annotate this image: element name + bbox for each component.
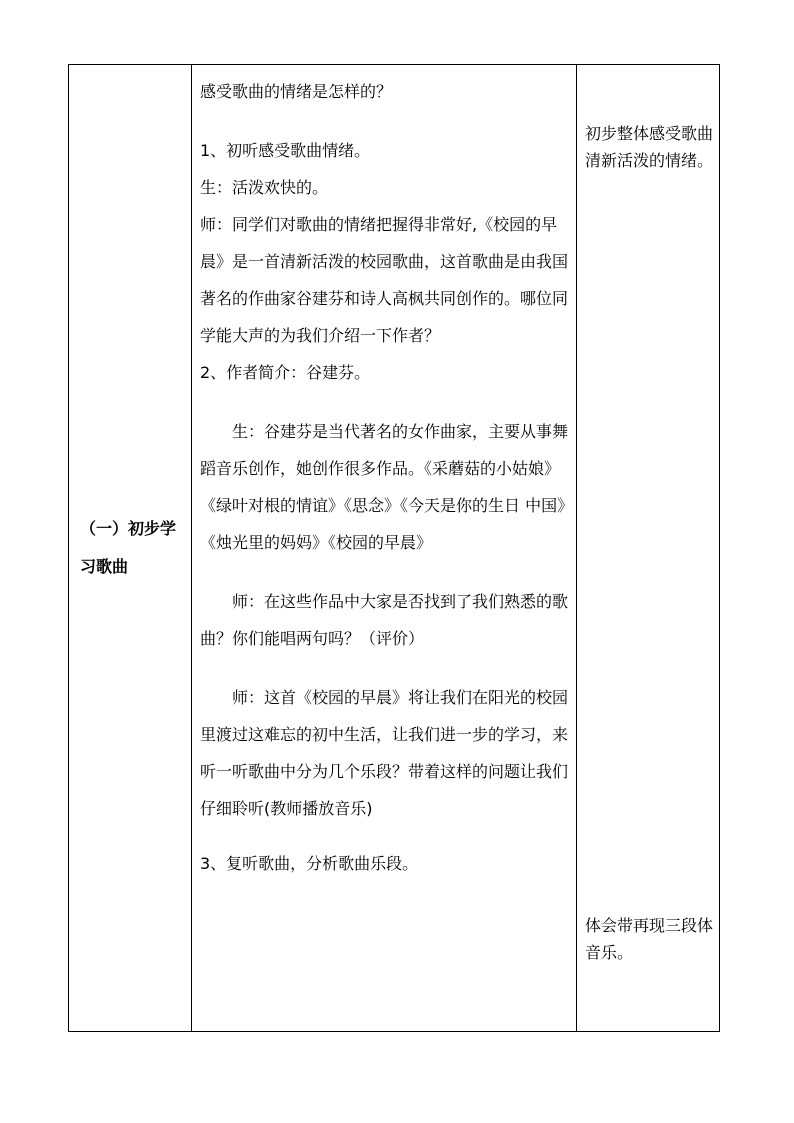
- content-step-3: 3、复听歌曲，分析歌曲乐段。: [200, 854, 419, 873]
- content-teacher-remark-3: 师：这首《校园的早晨》将让我们在阳光的校园里渡过这难忘的初中生活，让我们进一步的学习，来听一听歌曲中分为几个乐段？带着这样的问题让我们仔细聆听(教师播放音乐): [200, 688, 569, 818]
- lesson-plan-table: [68, 64, 720, 1032]
- purpose-item-2: 体会带再现三段体音乐。: [585, 916, 714, 962]
- table-row: [69, 65, 720, 1032]
- content-step-2: 2、作者简介：谷建芬。: [200, 363, 371, 382]
- content-student-answer-1: 生：活泼欢快的。: [200, 178, 329, 197]
- content-teacher-remark-2: 师：在这些作品中大家是否找到了我们熟悉的歌曲？你们能唱两句吗？（评价）: [200, 592, 569, 648]
- purpose-cell: [577, 65, 720, 1032]
- section-label: （一）初步学习歌曲: [80, 519, 177, 576]
- content-teacher-remark-1: 师：同学们对歌曲的情绪把握得非常好,《校园的早晨》是一首清新活泼的校园歌曲，这首歌曲是由我国著名的作曲家谷建芬和诗人高枫共同创作的。哪位同学能大声的为我们介绍一下作者？: [200, 215, 569, 345]
- content-cell: [192, 65, 577, 1032]
- content-step-1: 1、初听感受歌曲情绪。: [200, 141, 371, 160]
- content-student-answer-2: 生：谷建芬是当代著名的女作曲家，主要从事舞蹈音乐创作，她创作很多作品。《采蘑菇的小姑娘》《绿叶对根的情谊》《思念》《今天是你的生日 中国》《烛光里的妈妈》《校园的早晨》: [200, 422, 569, 552]
- content-question: 感受歌曲的情绪是怎样的？: [200, 82, 393, 101]
- purpose-item-1: 初步整体感受歌曲清新活泼的情绪。: [585, 124, 714, 170]
- section-cell: [69, 65, 192, 1032]
